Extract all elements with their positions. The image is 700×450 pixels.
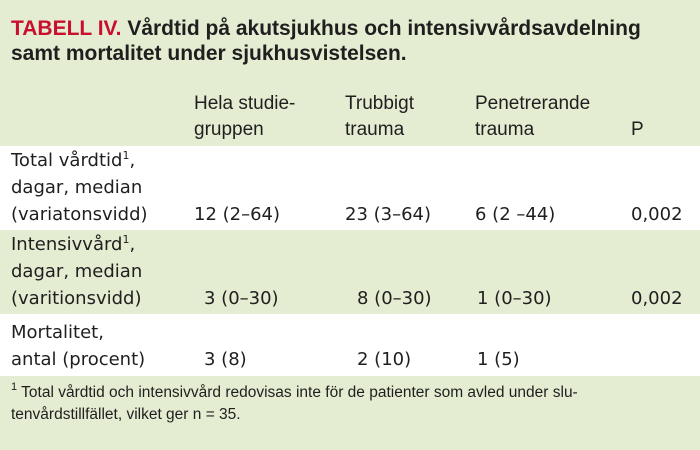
row-label-intensive-line-2: dagar, median: [11, 261, 143, 282]
row-label-intensive-line-3: (varitionsvidd): [11, 288, 142, 309]
footnote-line-2: tenvårdstillfället, vilket ger n = 35.: [11, 406, 241, 423]
row-label-total-line-1: [11, 148, 135, 173]
row-label-total-comma: ,: [129, 150, 136, 171]
cell-intensive-blunt: 8 (0–30): [357, 288, 432, 309]
cell-total-penetrating: 6 (2 –44): [475, 204, 556, 225]
header-col-p: P: [631, 119, 644, 140]
header-col-2-line-2: trauma: [345, 119, 405, 140]
cell-total-all: 12 (2–64): [194, 204, 281, 225]
row-label-total-line-3: (variatonsvidd): [11, 204, 148, 225]
row-label-intensive-line-1: [11, 232, 135, 257]
row-label-total-text: Total vårdtid: [11, 150, 123, 171]
cell-mortality-penetrating: 1 (5): [477, 349, 520, 370]
row-label-mortality-line-2: antal (procent): [11, 349, 146, 370]
cell-mortality-all: 3 (8): [204, 349, 247, 370]
cell-total-p: 0,002: [631, 204, 683, 225]
cell-total-blunt: 23 (3–64): [345, 204, 432, 225]
cell-intensive-p: 0,002: [631, 288, 683, 309]
header-col-1-line-2: gruppen: [194, 119, 264, 140]
footnote-marker: 1: [122, 149, 130, 162]
cell-mortality-blunt: 2 (10): [357, 349, 412, 370]
footnote-number: 1: [11, 381, 18, 393]
row-label-total-line-2: dagar, median: [11, 177, 143, 198]
table-title: [11, 16, 641, 66]
row-label-intensive-text: Intensivvård: [11, 234, 123, 255]
cell-intensive-all: 3 (0–30): [204, 288, 279, 309]
table-label: TABELL IV.: [11, 17, 122, 40]
header-col-3-line-2: trauma: [475, 119, 535, 140]
footnote-line-1: Total vårdtid och intensivvård redovisas inte för de patienter som avled under slu-: [17, 384, 578, 401]
row-label-intensive-comma: ,: [129, 234, 136, 255]
header-col-1-line-1: Hela studie-: [194, 93, 296, 114]
header-col-2-line-1: Trubbigt: [345, 93, 414, 114]
title-line-2: samt mortalitet under sjukhusvistelsen.: [11, 42, 407, 65]
row-label-mortality-line-1: Mortalitet,: [11, 322, 104, 343]
footnote-marker: 1: [122, 233, 130, 246]
header-col-3-line-1: Penetrerande: [475, 93, 591, 114]
cell-intensive-penetrating: 1 (0–30): [477, 288, 552, 309]
title-line-1: Vårdtid på akutsjukhus och intensivvårdsavdelning: [127, 17, 641, 40]
table-footnote: [11, 382, 695, 426]
